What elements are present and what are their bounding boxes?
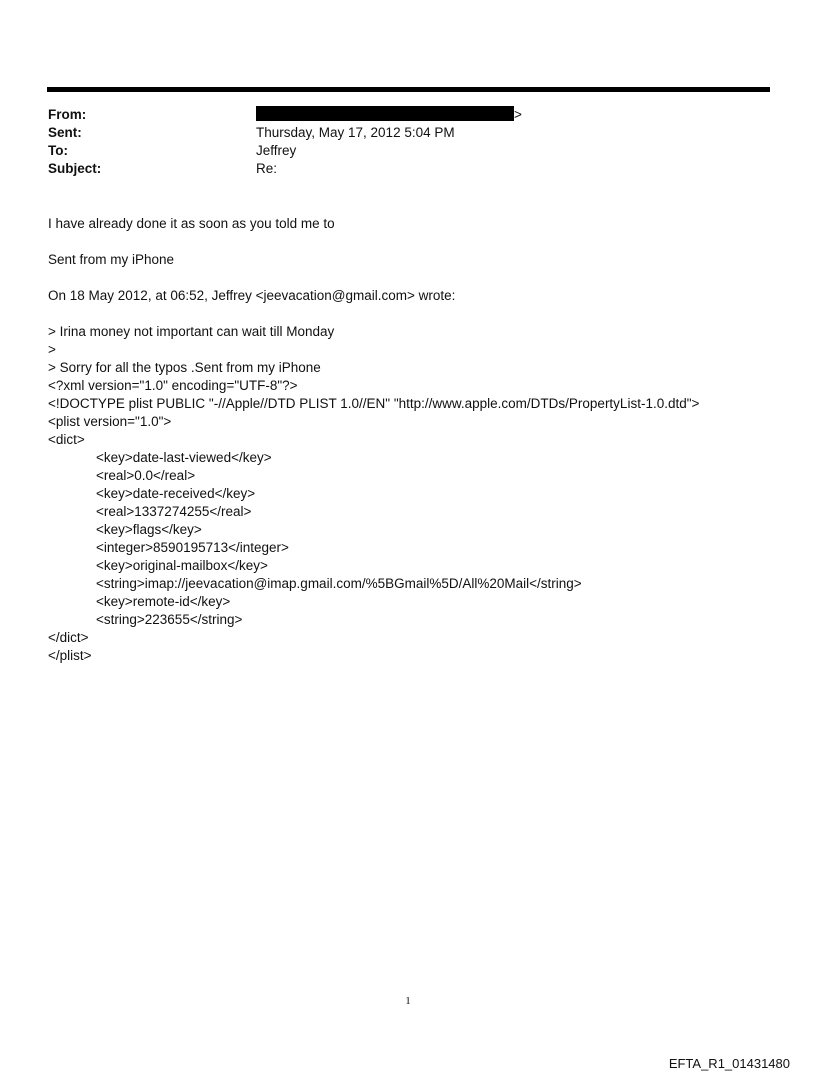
quoted-line: > (48, 342, 56, 357)
to-label: To: (48, 143, 68, 158)
header-divider-rule (47, 87, 770, 92)
plist-line: <?xml version="1.0" encoding="UTF-8"?> (48, 378, 298, 393)
subject-value: Re: (256, 161, 278, 176)
closing-line: </dict> (48, 630, 89, 645)
from-value (256, 106, 522, 124)
quoted-line: > Sorry for all the typos .Sent from my iPhone (48, 360, 321, 375)
dict-line: <real>1337274255</real> (96, 504, 252, 519)
from-row (48, 106, 768, 124)
email-header (48, 106, 768, 178)
to-row (48, 142, 768, 160)
email-body (48, 215, 768, 665)
dict-line: <string>imap://jeevacation@imap.gmail.com/%5BGmail%5D/All%20Mail</string> (96, 576, 582, 591)
dict-line: <key>remote-id</key> (96, 594, 231, 609)
closing-line: </plist> (48, 648, 92, 663)
dict-line: <key>flags</key> (96, 522, 202, 537)
dict-line: <key>date-received</key> (96, 486, 256, 501)
sent-row (48, 124, 768, 142)
dict-line: <real>0.0</real> (96, 468, 196, 483)
from-label: From: (48, 107, 87, 122)
dict-line: <key>date-last-viewed</key> (96, 450, 272, 465)
plist-line: <dict> (48, 432, 85, 447)
quoted-line: > Irina money not important can wait till Monday (48, 324, 335, 339)
reply-text: I have already done it as soon as you told me to (48, 216, 335, 231)
plist-line: <!DOCTYPE plist PUBLIC "-//Apple//DTD PLIST 1.0//EN" "http://www.apple.com/DTDs/PropertyList-1.0.dtd"> (48, 396, 700, 411)
sent-label: Sent: (48, 125, 82, 140)
dict-line: <integer>8590195713</integer> (96, 540, 289, 555)
subject-row (48, 160, 768, 178)
redaction-block (256, 106, 514, 121)
plist-line: <plist version="1.0"> (48, 414, 172, 429)
sent-value: Thursday, May 17, 2012 5:04 PM (256, 125, 455, 140)
signature-text: Sent from my iPhone (48, 252, 175, 267)
to-value: Jeffrey (256, 143, 297, 158)
dict-line: <key>original-mailbox</key> (96, 558, 268, 573)
dict-line: <string>223655</string> (96, 612, 243, 627)
page-number: 1 (405, 995, 411, 1007)
quote-intro: On 18 May 2012, at 06:52, Jeffrey <jeevacation@gmail.com> wrote: (48, 288, 456, 303)
subject-label: Subject: (48, 161, 102, 176)
bates-number: EFTA_R1_01431480 (668, 1056, 790, 1071)
from-value-suffix: > (514, 107, 522, 122)
